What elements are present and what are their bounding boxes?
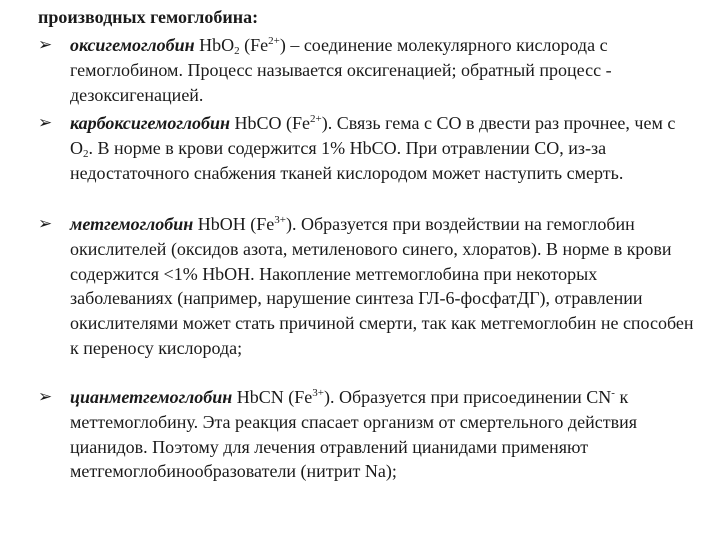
term-label: цианметгемоглобин	[70, 387, 233, 407]
list-item-methemoglobin	[38, 212, 698, 361]
description: Связь гема с CO в двести раз прочнее, чем с $O_2$. В норме в крови содержится 1% HbCO. При отравлении CO, из-за недостаточного снабжения тканей кислородом может наступить смерть.	[70, 113, 676, 183]
formula: HbCN	[236, 387, 284, 407]
term-label: карбоксигемоглобин	[70, 113, 231, 133]
formula: HbCO	[234, 113, 282, 133]
description: Образуется при воздействии на гемоглобин окислителей (оксидов азота, метиленового синего, хлоратов). В норме в крови содержится <1% HbOH. Накопление метгемоглобина при некоторых заболеваниях (например, нарушение синтеза ГЛ-6-фосфатДГ), отравлении окислителями может стать причиной смерти, так как метгемоглобин не способен к переносу кислорода;	[70, 214, 694, 358]
list-item-text	[70, 212, 698, 361]
list-item-carboxyhemoglobin	[38, 111, 698, 185]
arrow-bullet-icon: ➢	[38, 387, 53, 406]
iron-ion: $(Fe^{2+})$	[239, 35, 286, 55]
section-heading: производных гемоглобина:	[38, 7, 259, 27]
list-item-cyanmethemoglobin	[38, 385, 698, 484]
arrow-bullet-icon: ➢	[38, 214, 53, 233]
list-item-text	[70, 111, 698, 185]
list-item-oxyhemoglobin	[38, 33, 698, 107]
iron-ion: $(Fe^{2+})$.	[281, 113, 333, 133]
description: Образуется при присоединении CN- к меттемоглобину. Эта реакция спасает организм от смертельного действия цианидов. Поэтому для лечения отравлений цианидами применяют метгемоглобинообразователи (нитрит Na);	[70, 387, 637, 482]
description: – соединение молекулярного кислорода с гемоглобином. Процесс называется оксигенацией; обратный процесс - дезоксигенацией.	[70, 35, 612, 105]
iron-ion: $(Fe^{3+})$.	[283, 387, 335, 407]
list-item-text	[70, 33, 698, 107]
formula: HbO$_2$	[199, 35, 240, 57]
formula: HbOH	[197, 214, 246, 234]
term-label: оксигемоглобин	[70, 35, 195, 55]
list-item-text	[70, 385, 698, 484]
term-label: метгемоглобин	[70, 214, 194, 234]
iron-ion: $(Fe^{3+})$.	[245, 214, 297, 234]
arrow-bullet-icon: ➢	[38, 35, 53, 54]
arrow-bullet-icon: ➢	[38, 113, 53, 132]
